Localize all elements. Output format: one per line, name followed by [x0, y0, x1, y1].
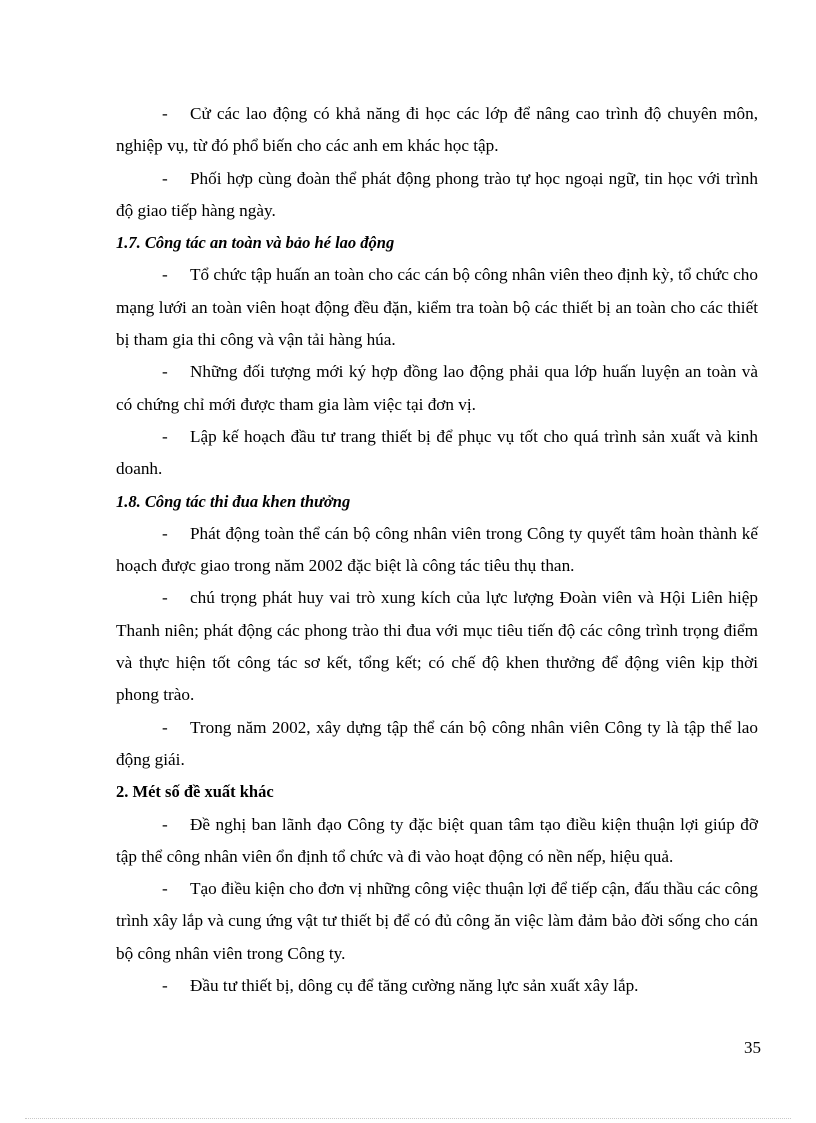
bullet-dash: - — [162, 362, 168, 382]
bullet-dash: - — [162, 168, 168, 188]
section-heading-2: 2. Mét số đề xuất khác — [116, 782, 274, 802]
list-item — [116, 809, 758, 874]
bullet-dash: - — [162, 523, 168, 543]
list-item — [116, 518, 758, 583]
bullet-dash: - — [162, 426, 168, 446]
list-item — [116, 421, 758, 486]
bullet-dash: - — [162, 976, 168, 996]
list-item — [116, 163, 758, 228]
paragraph-text: Cử các lao động có khả năng đi học các lớp để nâng cao trình độ chuyên môn, nghiệp vụ, từ đó phổ biến cho các anh em khác học tập. — [116, 104, 758, 156]
list-item — [116, 356, 758, 421]
list-item — [116, 873, 758, 970]
bullet-dash: - — [162, 588, 168, 608]
page-number: 35 — [744, 1038, 761, 1057]
paragraph-text: Lập kế hoạch đầu tư trang thiết bị để phục vụ tốt cho quá trình sản xuất và kinh doanh. — [116, 426, 758, 479]
list-item — [116, 98, 758, 163]
bullet-dash: - — [162, 814, 168, 834]
list-item — [116, 259, 758, 356]
bullet-dash: - — [162, 717, 168, 737]
section-heading-1-8: 1.8. Công tác thi đua khen thưởng — [116, 491, 351, 511]
paragraph-text: Phát động toàn thể cán bộ công nhân viên trong Công ty quyết tâm hoàn thành kế hoạch được giao trong năm 2002 đặc biệt là công tác tiêu thụ than. — [116, 523, 758, 576]
paragraph-text: chú trọng phát huy vai trò xung kích của lực lượng Đoàn viên và Hội Liên hiệp Thanh niên; phát động các phong trào thi đua với mục tiêu tiến độ các công trình trọng điểm và thực hiện tốt công tác sơ kết, tổng kết; có chế độ khen thưởng để động viên kịp thời phong trào. — [116, 588, 758, 705]
list-item — [116, 970, 758, 1002]
bullet-dash: - — [162, 879, 168, 899]
paragraph-text: Đầu tư thiết bị, dông cụ để tăng cường năng lực sản xuất xây lắp. — [190, 976, 639, 996]
page-body — [116, 98, 758, 1002]
list-item — [116, 712, 758, 777]
bullet-dash: - — [162, 265, 168, 285]
footer-divider — [25, 1118, 791, 1119]
paragraph-text: Phối hợp cùng đoàn thể phát động phong trào tự học ngoại ngữ, tin học với trình độ giao tiếp hàng ngày. — [116, 168, 758, 220]
paragraph-text: Đề nghị ban lãnh đạo Công ty đặc biệt quan tâm tạo điều kiện thuận lợi giúp đỡ tập thể công nhân viên ổn định tổ chức và đi vào hoạt động có nền nếp, hiệu quả. — [116, 814, 758, 866]
bullet-dash: - — [162, 104, 168, 123]
paragraph-text: Tạo điều kiện cho đơn vị những công việc thuận lợi để tiếp cận, đấu thầu các công trình xây lắp và cung ứng vật tư thiết bị để có đủ công ăn việc làm đảm bảo đời sống cho cán bộ công nhân viên trong Công ty. — [116, 879, 758, 963]
paragraph-text: Những đối tượng mới ký hợp đồng lao động phải qua lớp huấn luyện an toàn và có chứng chỉ mới được tham gia làm việc tại đơn vị. — [116, 362, 758, 414]
section-heading-1-7: 1.7. Công tác an toàn và bảo hé lao động — [116, 233, 395, 253]
paragraph-text: Tổ chức tập huấn an toàn cho các cán bộ công nhân viên theo định kỳ, tổ chức cho mạng lưới an toàn viên hoạt động đều đặn, kiểm tra toàn bộ các thiết bị an toàn cho các thiết bị tham gia thi công và vận tải hàng húa. — [116, 265, 758, 350]
list-item — [116, 582, 758, 711]
paragraph-text: Trong năm 2002, xây dựng tập thể cán bộ công nhân viên Công ty là tập thể lao động giái. — [116, 717, 758, 769]
